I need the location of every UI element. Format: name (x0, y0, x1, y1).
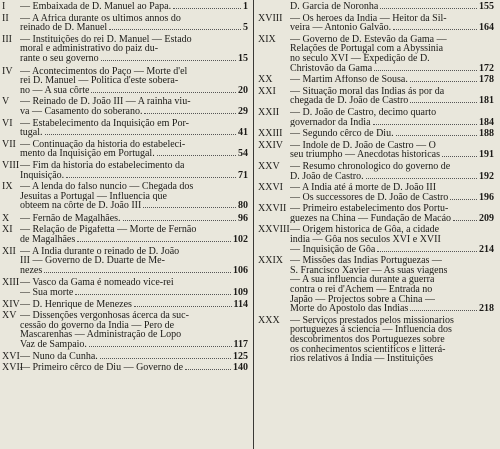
chapter-title-line: guezes na China — Fundação de Macáo (290, 213, 452, 224)
toc-entry (258, 129, 494, 139)
chapter-title-line: — Dissenções vergonhosas ácerca da suc- (20, 311, 189, 321)
toc-left-column (2, 2, 248, 373)
toc-entry (2, 97, 248, 116)
leader-dots (366, 178, 477, 179)
chapter-number: XXII (258, 106, 280, 118)
chapter-title-line: — A India até á morte de D. João III (290, 183, 437, 193)
toc-entry (2, 67, 248, 96)
chapter-number: XXIV (258, 139, 283, 151)
chapter-number: IX (2, 181, 13, 193)
leader-dots (450, 199, 477, 200)
leader-dots (373, 124, 477, 125)
page-number: 109 (233, 288, 248, 298)
leader-dots (100, 358, 231, 359)
chapter-title-line: — Sua morte (20, 288, 74, 298)
leader-dots (123, 220, 236, 221)
chapter-title-line: veira — Antonio Galvão. (290, 23, 392, 33)
leader-dots (66, 177, 236, 178)
page-number: 114 (233, 299, 248, 310)
chapter-title-line: — Primeiro estabelecimento dos Portu- (290, 204, 449, 214)
chapter-title-line: — A India durante o reinado de D. João (20, 246, 180, 257)
leader-dots (144, 113, 236, 114)
chapter-title-line: Japão — Projectos sobre a China — (290, 294, 435, 305)
toc-entry (2, 311, 248, 349)
toc-entry (2, 247, 248, 276)
page-number: 80 (238, 201, 248, 211)
chapter-title-line: os conhecimentos scientificos e litterá- (290, 344, 446, 355)
column-divider (253, 0, 254, 449)
toc-right-column (258, 2, 494, 364)
chapter-number: II (2, 12, 9, 24)
toc-entry (258, 256, 494, 314)
page-number: 184 (479, 117, 494, 128)
chapter-title-line: — A lenda do falso nuncio — Chegada dos (20, 182, 194, 192)
leader-dots (377, 251, 477, 252)
toc-entry (258, 141, 494, 160)
page-number: 140 (233, 363, 248, 373)
leader-dots (374, 70, 477, 71)
toc-entry (2, 352, 248, 362)
chapter-title-line: rante o seu governo (20, 53, 99, 64)
chapter-title-line: mento da Inquisição em Portugal. (20, 149, 155, 159)
toc-entry (258, 162, 494, 181)
leader-dots (109, 29, 241, 30)
chapter-number: VIII (2, 159, 20, 171)
chapter-title-line: nezes (20, 265, 43, 276)
chapter-number: XX (258, 74, 273, 86)
chapter-title-line: Jesuitas a Portugal — Influencia que (20, 191, 167, 202)
chapter-title-line: — Governo de D. Estevão da Gama — (290, 34, 447, 45)
leader-dots (77, 241, 231, 242)
toc-entry (2, 140, 248, 159)
chapter-number: XIV (2, 298, 20, 310)
chapter-title-line: — Instituições do rei D. Manuel — Estado (20, 34, 192, 45)
chapter-title-line: D. João de Castro. (290, 171, 364, 182)
toc-entry (258, 225, 494, 254)
chapter-title-line: seu triumpho — Anecdotas historicas (290, 150, 440, 160)
chapter-title-line: — A sua influencia durante a guerra (290, 275, 435, 286)
chapter-title-line: — Estabelecimento da Inquisição em Por- (20, 118, 189, 129)
chapter-title-line: no — A sua côrte (20, 85, 90, 96)
chapter-title-line: — Primeiro cêrco de Diu — Governo de (20, 363, 184, 373)
page-number: 54 (238, 149, 248, 159)
leader-dots (410, 310, 477, 311)
leader-dots (89, 346, 232, 347)
chapter-title-line: — Relação de Pigafetta — Morte de Fernão (20, 225, 197, 236)
chapter-number: XXVII (258, 203, 287, 215)
chapter-title-line: — Acontecimentos do Paço — Morte d'el (20, 66, 188, 77)
chapter-title-line: Mascarenhas — Administração de Lopo (20, 330, 182, 340)
chapter-title-line: — Nuno da Cunha. (20, 351, 98, 362)
leader-dots (134, 306, 232, 307)
chapter-number: XXVI (258, 182, 283, 194)
chapter-title-line: — Situação moral das Indias ás por da (290, 86, 445, 97)
toc-entry (258, 316, 494, 364)
chapter-number (258, 2, 290, 12)
page-number: 15 (238, 53, 248, 64)
chapter-title-line: Christovão da Gama (290, 63, 373, 74)
toc-entry (258, 204, 494, 223)
leader-dots (101, 60, 236, 61)
chapter-title-line: — Fim da historia do estabelecimento da (20, 160, 185, 171)
chapter-number: XXX (258, 314, 280, 326)
toc-entry (2, 363, 248, 373)
leader-dots (380, 8, 477, 9)
toc-entry (2, 214, 248, 224)
chapter-number: XVI (2, 350, 20, 362)
toc-entry (258, 35, 494, 73)
leader-dots (75, 294, 231, 295)
leader-dots (45, 134, 237, 135)
toc-entry (258, 75, 494, 85)
chapter-title-line: — Vasco da Gama é nomeado vice-rei (20, 278, 174, 289)
page-number: 29 (238, 106, 248, 117)
leader-dots (396, 135, 477, 136)
chapter-number: XI (2, 224, 13, 236)
chapter-number: VII (2, 138, 16, 150)
chapter-title-line: obteem na côrte de D. João III (20, 201, 142, 211)
chapter-number: I (2, 1, 6, 12)
toc-entry (2, 161, 248, 180)
toc-entry (2, 2, 248, 12)
leader-dots (453, 220, 477, 221)
chapter-title-line: tugal. (20, 128, 43, 138)
chapter-title-line: — Serviços prestados pelos missionarios (290, 315, 454, 326)
toc-entry (2, 300, 248, 310)
toc-entry (258, 108, 494, 127)
leader-dots (410, 102, 477, 103)
chapter-number: VI (2, 117, 13, 129)
page-number: 106 (233, 265, 248, 276)
page-number: 102 (233, 235, 248, 245)
chapter-title-line: — Resumo chronologico do governo de (290, 161, 451, 172)
chapter-title-line: — Indole de D. João de Castro — O (290, 140, 436, 151)
leader-dots (143, 207, 236, 208)
chapter-title-line: cessão do governo da India — Pero de (20, 320, 175, 331)
page-number: 196 (479, 192, 494, 203)
page-number: 172 (479, 63, 494, 74)
leader-dots (157, 155, 236, 156)
chapter-title-line: — D. Henrique de Menezes (20, 299, 132, 310)
page-number: 96 (238, 213, 248, 224)
chapter-number: XV (2, 310, 17, 322)
page-number: 209 (479, 213, 494, 224)
chapter-number: XIII (2, 277, 20, 289)
chapter-title-line: no seculo XVI — Expedição de D. (290, 53, 430, 64)
chapter-number: XXVIII (258, 224, 290, 236)
chapter-title-line: moral e administrativo do paiz du- (20, 44, 159, 54)
chapter-title-line: — Os heroes da India — Heitor da Sil- (290, 13, 447, 24)
chapter-title-line: portuguezes á sciencia — Influencia dos (290, 325, 452, 335)
chapter-number: III (2, 33, 12, 45)
chapter-number: XXI (258, 85, 276, 97)
chapter-title-line: — A Africa durante os ultimos annos do (20, 13, 181, 24)
toc-entry (2, 225, 248, 244)
toc-entry (258, 87, 494, 106)
chapter-title-line: de Magalhães (20, 235, 76, 245)
chapter-number: XII (2, 245, 16, 257)
page-number: 1 (243, 2, 248, 12)
chapter-title-line: reinado de D. Manuel (20, 23, 108, 33)
chapter-title-line: rei D. Manuel — Politica d'este sobera- (20, 76, 179, 86)
toc-entry (2, 14, 248, 33)
page-number: 218 (479, 304, 494, 314)
toc-entry (2, 119, 248, 138)
page-number: 192 (479, 171, 494, 182)
chapter-title-line: Morte do Apostolo das Indias (290, 304, 409, 314)
chapter-number: XIX (258, 33, 276, 45)
page-number: 178 (479, 75, 494, 85)
chapter-title-line: — Missões das Indias Portuguezas — (290, 256, 442, 266)
chapter-number: XXV (258, 160, 280, 172)
chapter-title-line: — Os successores de D. João de Castro (290, 192, 449, 203)
chapter-title-line: — Martim Affonso de Sousa. (290, 75, 408, 85)
chapter-number: XVIII (258, 12, 283, 24)
page-number: 117 (233, 340, 248, 350)
chapter-title-line: — Inquisição de Gôa (290, 244, 376, 255)
page-number: 41 (238, 128, 248, 138)
leader-dots (91, 92, 236, 93)
chapter-number: V (2, 96, 10, 108)
chapter-title-line: governador da India (290, 117, 371, 128)
chapter-title-line: — Reinado de D. João III — A rainha viu- (20, 97, 191, 107)
chapter-number: XXIII (258, 128, 283, 140)
page-number: 71 (238, 170, 248, 181)
chapter-title-line: — Origem historica de Gôa, a cidade (290, 225, 440, 236)
leader-dots (442, 156, 477, 157)
chapter-title-line: Inquisição. (20, 170, 65, 181)
toc-entry (258, 14, 494, 33)
page-number: 164 (479, 23, 494, 33)
chapter-title-line: va — Casamento do soberano. (20, 106, 143, 117)
chapter-title-line: contra o rei d'Achem — Entrada no (290, 285, 433, 295)
chapter-title-line: rios relativos á India — Instituições (290, 354, 434, 364)
page-number: 191 (479, 150, 494, 160)
toc-entry (2, 182, 248, 211)
page-number: 214 (479, 244, 494, 255)
chapter-title-line: chegada de D. João de Castro (290, 96, 409, 106)
toc-entry (258, 2, 494, 12)
toc-entry (2, 278, 248, 297)
chapter-number: IV (2, 65, 13, 77)
chapter-number: XVII (2, 362, 24, 374)
chapter-title-line: Relações de Portugal com a Abyssinia (290, 44, 444, 54)
leader-dots (410, 81, 477, 82)
leader-dots (173, 8, 241, 9)
chapter-title-line: — Segundo cêrco de Diu. (290, 129, 394, 139)
chapter-title-line: — Embaixada de D. Manuel ao Papa. (20, 2, 172, 12)
chapter-number: X (2, 212, 10, 224)
page-number: 155 (479, 2, 494, 12)
leader-dots (44, 272, 231, 273)
chapter-title-line: — Fernão de Magalhães. (20, 213, 121, 224)
chapter-title-line: S. Francisco Xavier — As suas viagens (290, 265, 448, 276)
toc-entry (258, 183, 494, 202)
toc-entry (2, 35, 248, 64)
chapter-title-line: Vaz de Sampaio. (20, 340, 87, 350)
page-number: 125 (233, 351, 248, 362)
leader-dots (393, 29, 477, 30)
chapter-title-line: D. Garcia de Noronha (290, 2, 379, 12)
chapter-title-line: india — Gôa nos seculos XVI e XVII (290, 235, 441, 245)
chapter-number: XXIX (258, 255, 283, 267)
page-number: 181 (479, 96, 494, 106)
chapter-title-line: III — Governo de D. Duarte de Me- (20, 256, 165, 266)
page-number: 20 (238, 85, 248, 96)
chapter-title-line: — D. João de Castro, decimo quarto (290, 107, 437, 118)
page-number: 188 (479, 129, 494, 139)
chapter-title-line: descobrimentos dos Portuguezes sobre (290, 335, 445, 345)
chapter-title-line: — Continuação da historia do estabeleci- (20, 139, 186, 150)
page-number: 5 (243, 23, 248, 33)
leader-dots (185, 369, 231, 370)
